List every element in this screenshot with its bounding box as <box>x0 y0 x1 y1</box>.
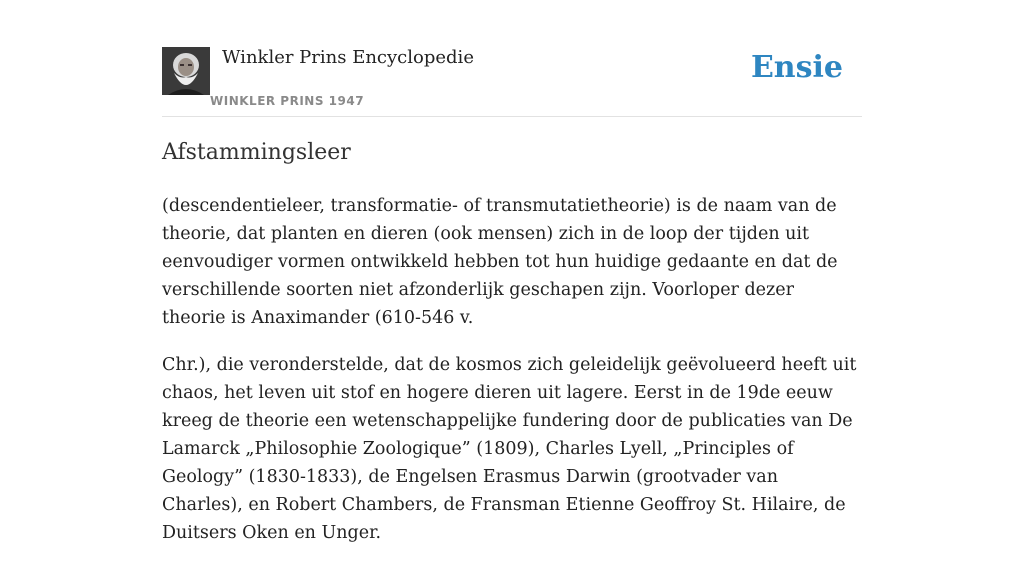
article-paragraph: Chr.), die veronderstelde, dat de kosmos zich geleidelijk geëvolueerd heeft uit chaos, het leven uit stof en hogere dieren uit lagere. Eerst in de 19de eeuw kreeg de theorie een wetenschappelijke fundering door de publicaties van De Lamarck „Philosophie Zoologique” (1809), Charles Lyell, „Principles of Geology” (1830-1833), de Engelsen Erasmus Darwin (grootvader van Charles), en Robert Chambers, de Fransman Etienne Geoffroy St. Hilaire, de Duitsers Oken en Unger. <box>162 355 857 543</box>
source-name[interactable]: Winkler Prins Encyclopedie <box>222 47 474 68</box>
page-container <box>162 0 862 543</box>
source-subtitle[interactable]: WINKLER PRINS 1947 <box>210 94 365 108</box>
bearded-man-portrait-icon <box>162 47 210 95</box>
brand-logo[interactable]: Ensie <box>750 50 843 85</box>
source-header <box>162 0 862 117</box>
article-paragraph: (descendentieleer, transformatie- of transmutatietheorie) is de naam van de theorie, dat planten en dieren (ook mensen) zich in de loop der tijden uit eenvoudiger vormen ontwikkeld hebben tot hun huidige gedaante en dat de verschillende soorten niet afzonderlijk geschapen zijn. Voorloper dezer theorie is Anaximander (610-546 v. <box>162 196 838 328</box>
article-title: Afstammingsleer <box>162 140 351 165</box>
source-avatar[interactable] <box>162 47 210 95</box>
article-body <box>162 192 862 566</box>
